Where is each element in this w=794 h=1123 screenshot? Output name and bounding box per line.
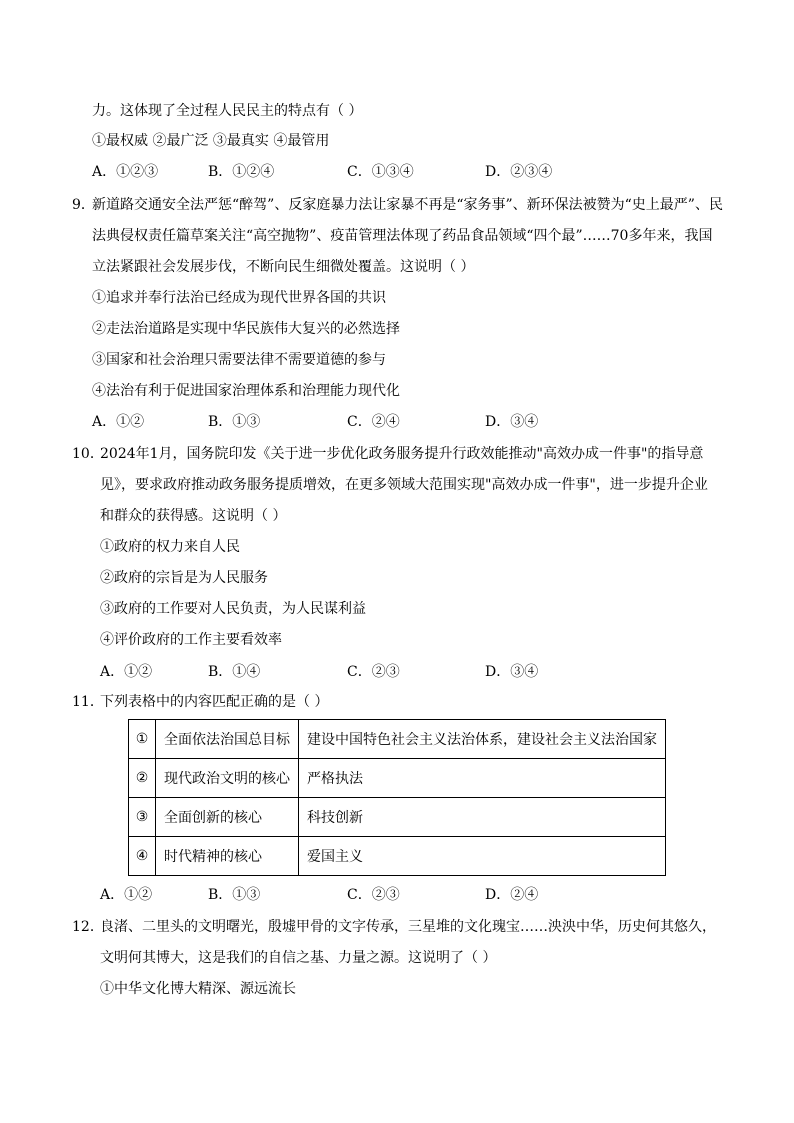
q10-number: 10．: [72, 446, 104, 462]
table-cell-num: ①: [129, 720, 156, 759]
q9-option-b[interactable]: B．①③: [208, 414, 261, 430]
q10-option-c[interactable]: C．②③: [347, 664, 400, 680]
table-cell-concept: 现代政治文明的核心: [156, 759, 299, 798]
q9-stem-line-1: 新道路交通安全法严惩“醉驾”、反家庭暴力法让家暴不再是“家务事”、新环保法被赞为“史上最严”、民: [92, 197, 723, 213]
table-cell-content: 科技创新: [299, 798, 666, 837]
table-cell-content: 严格执法: [299, 759, 666, 798]
q12-statement-1: ①中华文化博大精深、源远流长: [100, 981, 296, 997]
q8-option-a[interactable]: A．①②③: [92, 164, 159, 180]
q9-statement-1: ①追求并奉行法治已经成为现代世界各国的共识: [92, 290, 386, 306]
q12-number: 12．: [72, 919, 104, 935]
table-row: [129, 798, 666, 837]
q11-option-b[interactable]: B．①③: [208, 887, 261, 903]
q10-stem-line-2: 见》，要求政府推动政务服务提质增效，在更多领域大范围实现"高效办成一件事"，进一步提升企业: [100, 477, 708, 493]
q9-option-d[interactable]: D．③④: [485, 414, 539, 430]
q11-stem: 下列表格中的内容匹配正确的是（ ）: [100, 694, 329, 710]
q10-stem-line-3: 和群众的获得感。这说明（ ）: [100, 508, 287, 524]
q8-stem: 力。这体现了全过程人民民主的特点有（ ）: [92, 103, 363, 119]
table-cell-concept: 全面依法治国总目标: [156, 720, 299, 759]
q8-option-d[interactable]: D．②③④: [485, 164, 553, 180]
q9-stem-line-2: 法典侵权责任篇草案关注“高空抛物”、疫苗管理法体现了药品食品领域“四个最”……70多年来，我国: [92, 228, 713, 244]
table-row: [129, 720, 666, 759]
q10-option-b[interactable]: B．①④: [208, 664, 261, 680]
q9-stem-line-3: 立法紧跟社会发展步伐，不断向民生细微处覆盖。这说明（ ）: [92, 259, 475, 275]
table-cell-num: ③: [129, 798, 156, 837]
q9-statement-4: ④法治有利于促进国家治理体系和治理能力现代化: [92, 383, 400, 399]
q10-statement-4: ④评价政府的工作主要看效率: [100, 632, 282, 648]
q11-option-d[interactable]: D．②④: [485, 887, 539, 903]
q10-statement-3: ③政府的工作要对人民负责，为人民谋利益: [100, 601, 366, 617]
q10-statement-1: ①政府的权力来自人民: [100, 539, 240, 555]
q11-match-table: [128, 719, 666, 876]
table-row: [129, 759, 666, 798]
q9-option-a[interactable]: A．①②: [92, 414, 145, 430]
q10-stem-line-1: 2024年1月，国务院印发《关于进一步优化政务服务提升行政效能推动"高效办成一件事"的指导意: [100, 446, 704, 462]
table-cell-concept: 时代精神的核心: [156, 837, 299, 876]
q10-statement-2: ②政府的宗旨是为人民服务: [100, 570, 268, 586]
table-cell-num: ②: [129, 759, 156, 798]
q9-number: 9．: [72, 197, 95, 213]
table-cell-content: 建设中国特色社会主义法治体系，建设社会主义法治国家: [299, 720, 666, 759]
q8-option-c[interactable]: C．①③④: [347, 164, 414, 180]
q9-option-c[interactable]: C．②④: [347, 414, 400, 430]
q9-statement-2: ②走法治道路是实现中华民族伟大复兴的必然选择: [92, 321, 400, 337]
table-cell-concept: 全面创新的核心: [156, 798, 299, 837]
q10-option-a[interactable]: A．①②: [100, 664, 153, 680]
q8-option-b[interactable]: B．①②④: [208, 164, 275, 180]
q12-stem-line-2: 文明何其博大，这是我们的自信之基、力量之源。这说明了（ ）: [100, 950, 497, 966]
q12-stem-line-1: 良渚、二里头的文明曙光，殷墟甲骨的文字传承，三星堆的文化瑰宝……泱泱中华，历史何其悠久，: [100, 919, 716, 935]
q11-number: 11．: [72, 694, 104, 710]
q11-option-a[interactable]: A．①②: [100, 887, 153, 903]
table-row: [129, 837, 666, 876]
q11-option-c[interactable]: C．②③: [347, 887, 400, 903]
q9-statement-3: ③国家和社会治理只需要法律不需要道德的参与: [92, 352, 386, 368]
q10-option-d[interactable]: D．③④: [485, 664, 539, 680]
table-cell-content: 爱国主义: [299, 837, 666, 876]
table-cell-num: ④: [129, 837, 156, 876]
q8-statements: ①最权威 ②最广泛 ③最真实 ④最管用: [92, 133, 330, 149]
